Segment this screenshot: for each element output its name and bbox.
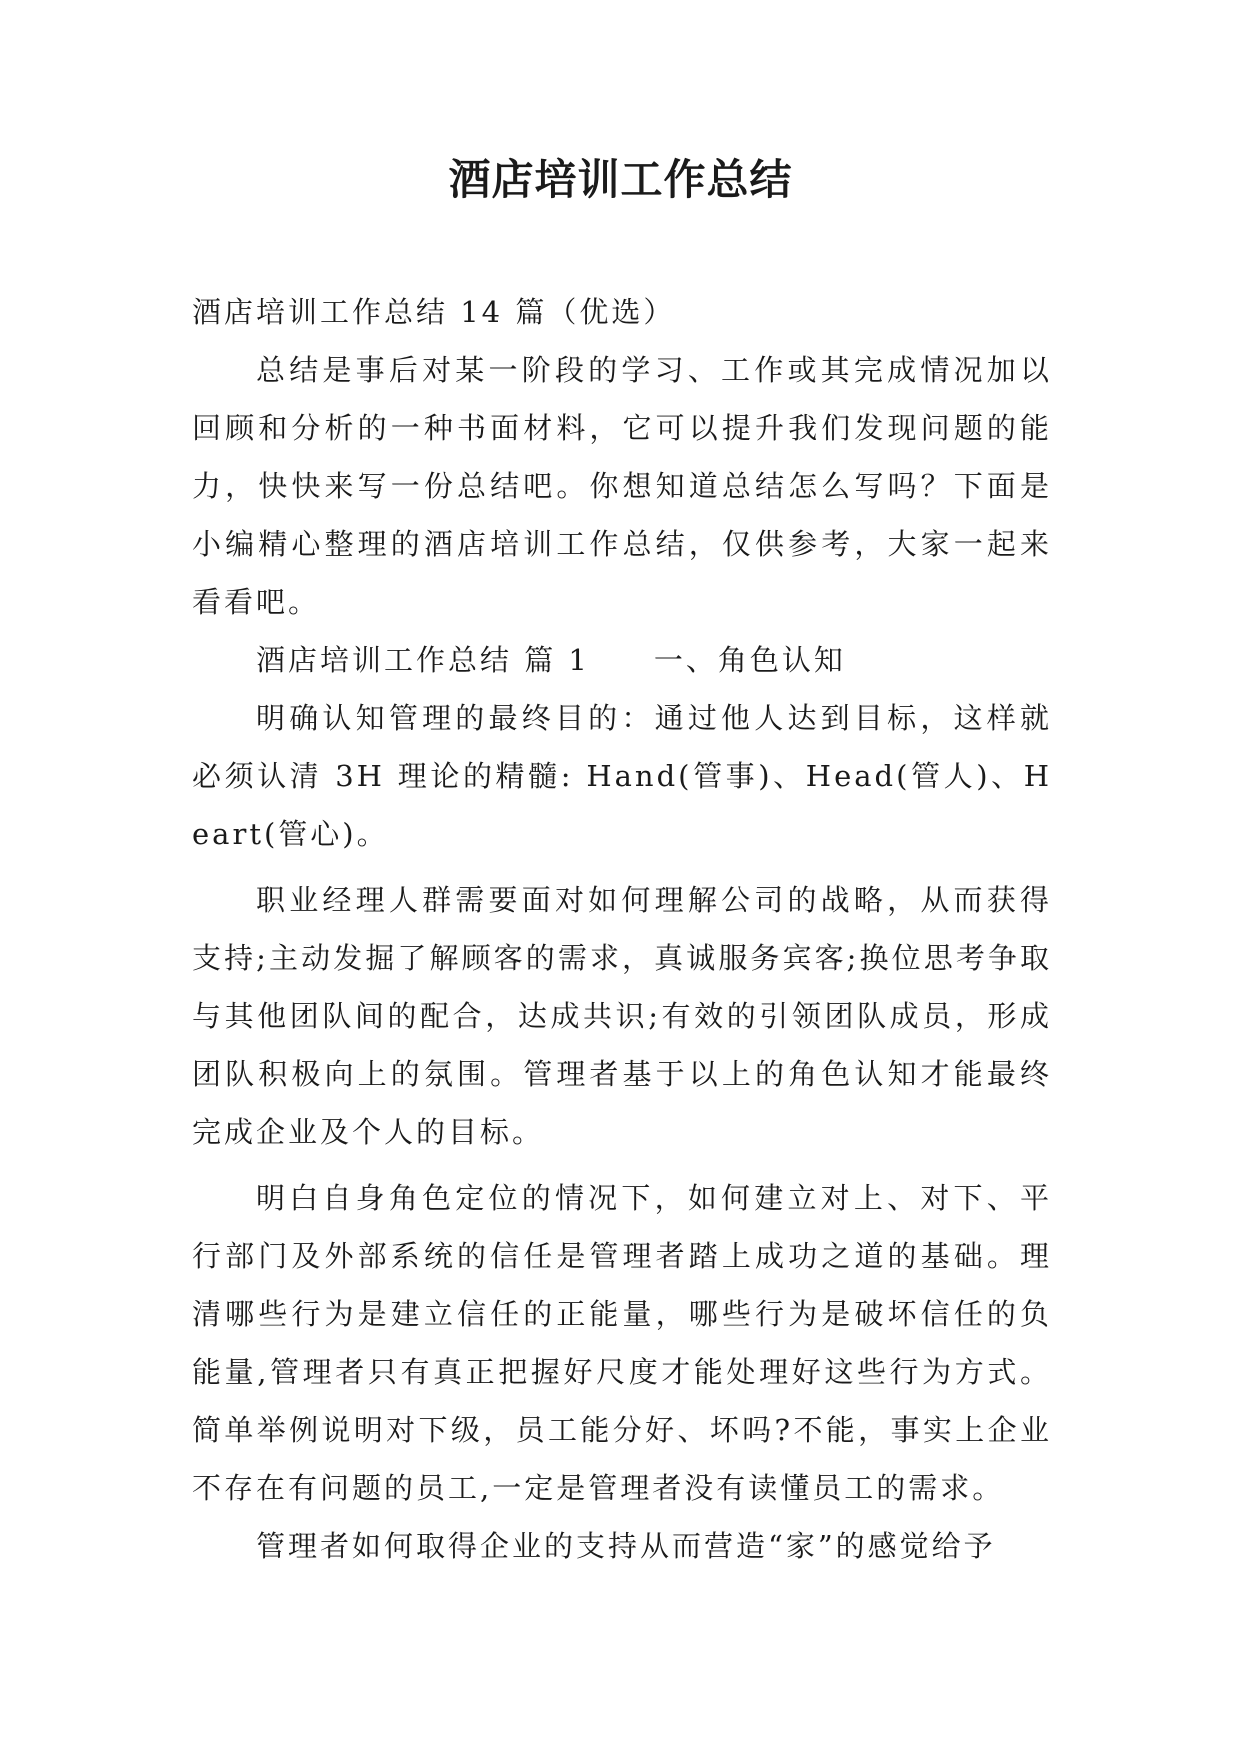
body-paragraph: 管理者如何取得企业的支持从而营造“家”的感觉给予 bbox=[256, 1529, 996, 1563]
document-subtitle: 酒店培训工作总结 14 篇（优选） bbox=[192, 295, 676, 329]
topic-heading: 一、角色认知 bbox=[653, 643, 846, 677]
intro-paragraph: 总结是事后对某一阶段的学习、工作或其完成情况加以回顾和分析的一种书面材料，它可以提升我们发现问题的能力，快快来写一份总结吧。你想知道总结怎么写吗？下面是小编精心整理的酒店培训工作总结，仅供参考，大家一起来看看吧。 bbox=[192, 353, 1052, 619]
body-paragraph: 明白自身角色定位的情况下，如何建立对上、对下、平行部门及外部系统的信任是管理者踏上成功之道的基础。理清哪些行为是建立信任的正能量，哪些行为是破坏信任的负能量,管理者只有真正把握好尺度才能处理好这些行为方式。简单举例说明对下级，员工能分好、坏吗?不能，事实上企业不存在有问题的员工,一定是管理者没有读懂员工的需求。 bbox=[192, 1181, 1052, 1505]
body-paragraph: 明确认知管理的最终目的：通过他人达到目标，这样就必须认清 3H 理论的精髓: Hand(管事)、Head(管人)、Heart(管心)。 bbox=[192, 701, 1052, 851]
document-body bbox=[192, 283, 1052, 1575]
document-title: 酒店培训工作总结 bbox=[448, 155, 793, 204]
article-heading: 酒店培训工作总结 篇 1 bbox=[256, 643, 590, 677]
section-heading bbox=[192, 631, 1052, 689]
body-paragraph: 职业经理人群需要面对如何理解公司的战略，从而获得支持;主动发掘了解顾客的需求，真诚服务宾客;换位思考争取与其他团队间的配合，达成共识;有效的引领团队成员，形成团队积极向上的氛围。管理者基于以上的角色认知才能最终完成企业及个人的目标。 bbox=[192, 883, 1052, 1149]
